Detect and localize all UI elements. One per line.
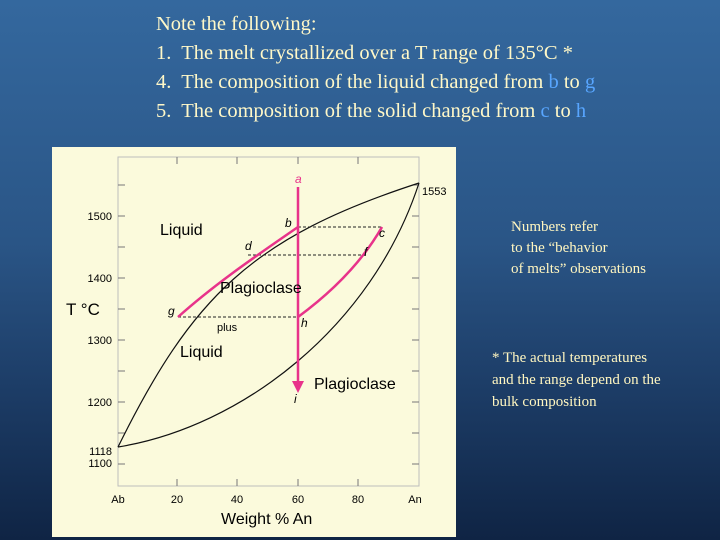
note-highlight: b — [548, 71, 559, 93]
note-highlight: h — [575, 100, 587, 122]
field-label-liquid: Liquid — [160, 222, 203, 239]
phase-diagram — [52, 147, 456, 537]
field-label-liquid-2: Liquid — [180, 344, 223, 361]
x-tick-label: Ab — [111, 494, 125, 506]
side-note-line: * The actual temperatures — [492, 350, 648, 366]
y-tick-label: 1300 — [87, 335, 112, 347]
y-axis-label: T °C — [66, 300, 100, 319]
note-text: The melt crystallized over a T range of 135°C * — [181, 42, 573, 64]
y-tick-label: 1500 — [87, 211, 112, 223]
point-label-h: h — [301, 316, 308, 330]
y-tick-label: 1118 — [89, 446, 112, 458]
side-note-line: and the range depend on the — [492, 372, 661, 388]
note-line-1 — [156, 39, 595, 68]
phase-diagram-svg — [52, 147, 456, 537]
field-label-plagioclase-2: Plagioclase — [314, 376, 396, 393]
notes-block — [156, 10, 595, 126]
note-highlight: g — [584, 71, 596, 93]
x-axis-label: Weight % An — [221, 511, 313, 528]
note-highlight: c — [540, 100, 550, 122]
point-label-d: d — [245, 239, 252, 253]
point-label-c: c — [379, 226, 385, 240]
y-tick-label: 1400 — [87, 273, 112, 285]
field-label-plus: plus — [217, 322, 238, 334]
note-line-5 — [156, 97, 595, 126]
x-ticks — [177, 157, 358, 486]
x-tick-label: 20 — [170, 494, 184, 506]
x-tick-label: 40 — [230, 494, 244, 506]
point-label-i: i — [294, 392, 297, 406]
side-note-line: to the “behavior — [511, 240, 608, 256]
note-number: 4. — [156, 71, 172, 93]
y-tick-label: 1200 — [87, 397, 112, 409]
note-line-4 — [156, 68, 595, 97]
solid-path — [298, 227, 382, 317]
note-text: to — [558, 71, 585, 93]
note-number: 1. — [156, 42, 172, 64]
point-label-b: b — [285, 216, 292, 230]
note-text: The composition of the liquid changed from — [181, 71, 549, 93]
side-note-line: bulk composition — [492, 394, 597, 410]
liquid-path — [178, 227, 298, 317]
y-tick-label: 1100 — [88, 458, 112, 470]
an-melting-label: 1553 — [422, 186, 447, 198]
x-tick-label: An — [408, 494, 422, 506]
point-label-a: a — [295, 172, 302, 186]
side-note-temperatures — [492, 347, 661, 413]
side-note-numbers — [511, 217, 646, 280]
field-label-plagioclase: Plagioclase — [220, 280, 302, 297]
note-text: The composition of the solid changed from — [181, 100, 541, 122]
x-tick-label: 60 — [291, 494, 305, 506]
side-note-line: Numbers refer — [511, 219, 599, 235]
side-note-line: of melts” observations — [511, 261, 646, 277]
notes-heading: Note the following: — [156, 13, 317, 35]
point-label-f: f — [364, 245, 368, 259]
x-tick-label: 80 — [351, 494, 365, 506]
point-label-g: g — [168, 304, 175, 318]
note-text: to — [549, 100, 576, 122]
note-number: 5. — [156, 100, 172, 122]
